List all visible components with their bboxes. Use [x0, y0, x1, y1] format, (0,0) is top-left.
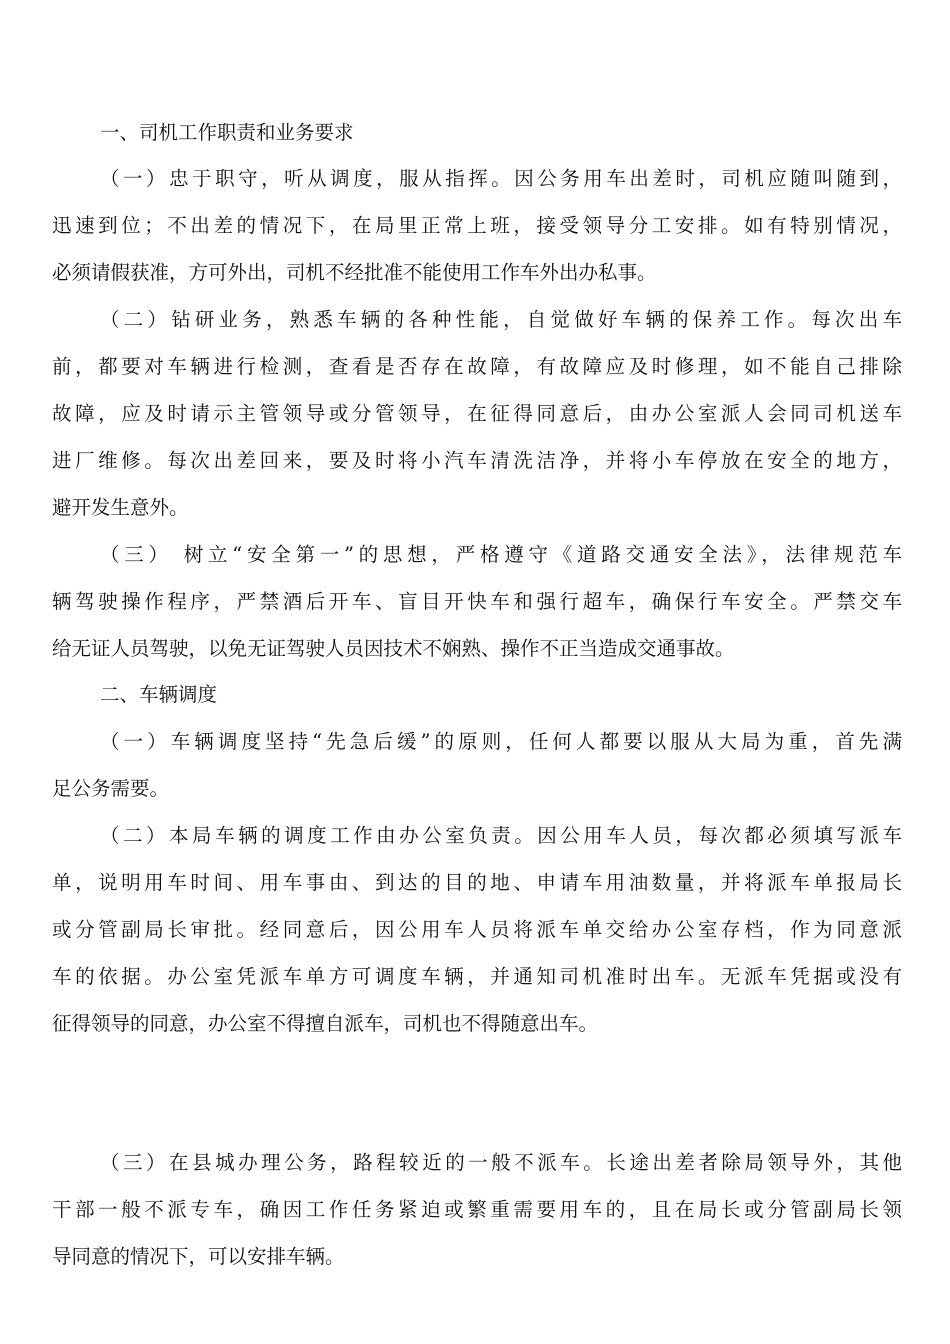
paragraph-line: 故障，应及时请示主管领导或分管领导，在征得同意后，由办公室派人会同司机送车: [52, 402, 902, 425]
paragraph-line: （二）本局车辆的调度工作由办公室负责。因公用车人员，每次都必须填写派车: [100, 824, 902, 847]
section1-heading: 一、司机工作职责和业务要求: [100, 121, 354, 144]
paragraph-line: 给无证人员驾驶，以免无证驾驶人员因技术不娴熟、操作不正当造成交通事故。: [52, 637, 735, 660]
paragraph-line: 或分管副局长审批。经同意后，因公用车人员将派车单交给办公室存档，作为同意派: [52, 918, 902, 941]
paragraph-line: 进厂维修。每次出差回来，要及时将小汽车清洗洁净，并将小车停放在安全的地方，: [52, 449, 902, 472]
paragraph-line: 必须请假获准，方可外出，司机不经批准不能使用工作车外出办私事。: [52, 261, 657, 284]
paragraph-line: （三） 树立“安全第一”的思想，严格遵守《道路交通安全法》，法律规范车: [100, 543, 902, 566]
section2-heading: 二、车辆调度: [100, 683, 218, 706]
paragraph-line: （一）忠于职守，听从调度，服从指挥。因公务用车出差时，司机应随叫随到，: [100, 167, 902, 190]
paragraph-line: （三）在县城办理公务，路程较近的一般不派车。长途出差者除局领导外，其他: [100, 1151, 902, 1174]
paragraph-line: 前，都要对车辆进行检测，查看是否存在故障，有故障应及时修理，如不能自己排除: [52, 355, 902, 378]
paragraph-line: 征得领导的同意，办公室不得擅自派车，司机也不得随意出车。: [52, 1012, 599, 1035]
paragraph-line: 干部一般不派专车，确因工作任务紧迫或繁重需要用车的，且在局长或分管副局长领: [52, 1198, 902, 1221]
paragraph-line: 避开发生意外。: [52, 496, 189, 519]
paragraph-line: （二）钻研业务，熟悉车辆的各种性能，自觉做好车辆的保养工作。每次出车: [100, 308, 902, 331]
paragraph-line: 导同意的情况下，可以安排车辆。: [52, 1245, 345, 1268]
paragraph-line: （一）车辆调度坚持“先急后缓”的原则，任何人都要以服从大局为重，首先满: [100, 730, 902, 753]
paragraph-line: 辆驾驶操作程序，严禁酒后开车、盲目开快车和强行超车，确保行车安全。严禁交车: [52, 590, 902, 613]
paragraph-line: 车的依据。办公室凭派车单方可调度车辆，并通知司机准时出车。无派车凭据或没有: [52, 965, 902, 988]
paragraph-line: 足公务需要。: [52, 777, 170, 800]
paragraph-line: 单，说明用车时间、用车事由、到达的目的地、申请车用油数量，并将派车单报局长: [52, 871, 902, 894]
paragraph-line: 迅速到位；不出差的情况下，在局里正常上班，接受领导分工安排。如有特别情况，: [52, 214, 902, 237]
